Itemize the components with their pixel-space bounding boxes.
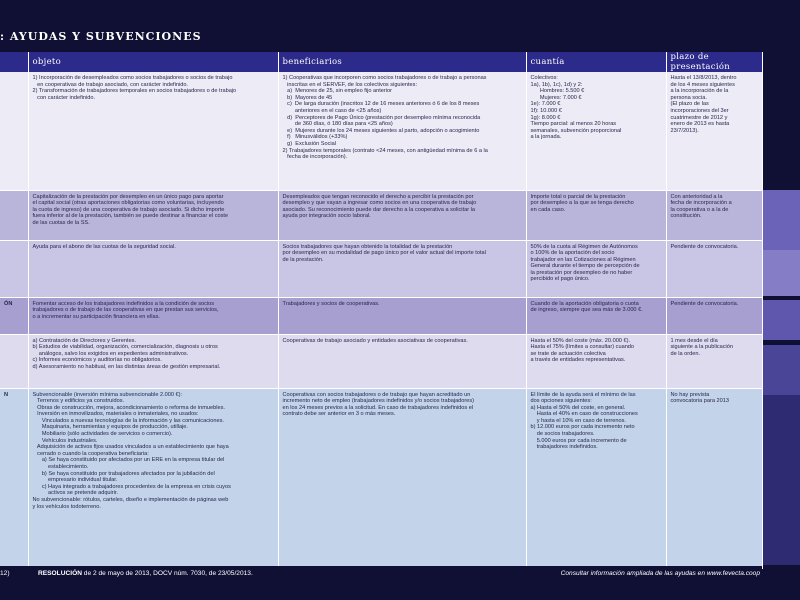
cell-line: cuatrimestre de 2012 y: [670, 114, 728, 121]
cell-line: Hasta el 75% (límites a consultar) cuando: [530, 344, 635, 351]
cell-line: Cuando de la aportación obligatoria o cuota: [530, 300, 639, 307]
cell-line: Colectivos:: [530, 75, 558, 81]
cell-line: Importe total o parcial de la prestación: [530, 193, 626, 200]
cell-plazo: [666, 297, 762, 334]
cell-line: se trate de actuación colectiva: [530, 350, 606, 357]
cell-cuantia: [526, 334, 666, 388]
resolution-reference: [38, 570, 253, 577]
cell-line: establecimiento.: [32, 464, 89, 471]
cell-cuantia: [526, 297, 666, 334]
cell-line: convocatoria para 2013: [670, 398, 729, 405]
cell-line: fecha de incorporación).: [282, 154, 348, 161]
cell-line: b) 12.000 euros por cada incremento neto: [530, 424, 635, 431]
page-number: 12): [0, 570, 10, 577]
cell-line: c) Informes económicos y auditorías no obligatorios.: [32, 357, 162, 364]
cell-plazo: [666, 334, 762, 388]
cell-beneficiarios: [278, 240, 526, 297]
cell-line: Vinculados a nuevas tecnologías de la información y las comunicaciones.: [32, 417, 224, 424]
cell-line: 1) Cooperativas que incorporen como socios trabajadores o de trabajo a personas: [282, 75, 487, 81]
cell-line: No subvencionable: rótulos, carteles, diseño e implementación de páginas web: [32, 497, 229, 503]
cell-line: y hasta el 10% en caso de terrenos.: [530, 417, 626, 424]
cell-line: b) Se haya constituido por trabajadores afectados por la jubilación del: [32, 470, 215, 477]
cell-objeto: [28, 334, 278, 388]
cell-line: a la jornada.: [530, 134, 562, 141]
cell-line: a) Contratación de Directores y Gerentes.: [32, 337, 137, 344]
subsidies-table: [0, 52, 763, 569]
strip-block: [762, 190, 800, 250]
row-label: [0, 240, 28, 297]
cell-line: 1a), 1b), 1c), 1d) y 2:: [530, 81, 583, 88]
strip-block: [762, 345, 800, 395]
more-info-link[interactable]: Consultar información ampliada de las ayudas en www.fevecta.coop: [560, 570, 760, 577]
cell-line: de 360 días, ó 180 días para <25 años): [282, 121, 393, 128]
cell-line: dos opciones siguientes:: [530, 398, 592, 405]
cell-line: la prestación por desempleo de no haber: [530, 269, 633, 276]
cell-line: Capitalización de la prestación por desempleo en un único pago para aportar: [32, 193, 224, 200]
cell-line: el capital social (otras aportaciones obligatorias como voluntarias, incluyendo: [32, 200, 224, 207]
cell-line: desempleo y que vayan a ingresar como socios en una cooperativa de trabajo: [282, 200, 477, 207]
cell-line: Hasta el 13/8/2013, dentro: [670, 75, 737, 81]
cell-cuantia: [526, 190, 666, 240]
cell-line: y los vehículos todoterreno.: [32, 503, 101, 510]
cell-line: fuera inferior al de la prestación, también se puede destinar a financiar el coste: [32, 213, 229, 220]
cell-line: de ingreso, siempre que sea más de 3.000 €.: [530, 307, 643, 314]
cell-line: de los 4 meses siguientes: [670, 81, 735, 88]
cell-plazo: [666, 190, 762, 240]
cell-line: 1) Incorporación de desempleados como socios trabajadores o socios de trabajo: [32, 75, 233, 81]
header-objeto: objeto: [28, 52, 278, 72]
cell-line: asociado. Su reconocimiento puede dar derecho a la cooperativa a solicitar la: [282, 206, 475, 213]
cell-line: Cooperativas con socios trabajadores o de trabajo que hayan acreditado un: [282, 391, 471, 398]
page-footer: [0, 566, 762, 600]
table-row: [0, 334, 762, 388]
cell-line: en cooperativas de trabajo asociado, con carácter indefinido.: [32, 81, 188, 88]
header-plazo: plazo de presentación: [666, 52, 762, 72]
cell-line: de la prestación.: [282, 256, 324, 263]
cell-line: a) Se haya constituido por afectados por un ERE en la empresa titular del: [32, 457, 225, 464]
cell-line: 5.000 euros por cada incremento de: [530, 437, 627, 444]
row-label: [0, 334, 28, 388]
cell-objeto: [28, 297, 278, 334]
cell-line: g) Exclusión Social: [282, 140, 336, 147]
cell-line: Hasta el 40% en caso de construcciones: [530, 411, 638, 418]
strip-block: [762, 395, 800, 565]
cell-line: contrato debe ser anterior en 3 o más meses.: [282, 411, 396, 418]
cell-line: empresario individual titular.: [32, 477, 118, 484]
cell-line: cerrado o cuando la cooperativa beneficiaria:: [32, 450, 149, 457]
cell-line: constitución.: [670, 213, 702, 220]
table-row: [0, 190, 762, 240]
cell-line: Mujeres: 7.000 €: [530, 94, 582, 101]
cell-line: inscritas en el SERVEF, de los colectivos siguientes:: [282, 81, 418, 88]
row-label: N: [0, 388, 28, 568]
cell-line: Socios trabajadores que hayan obtenido la totalidad de la prestación: [282, 243, 453, 250]
cell-line: la cooperativa o a la de: [670, 206, 729, 213]
cell-line: c) Haya integrado a trabajadores procedentes de la empresa en crisis cuyos: [32, 483, 231, 490]
cell-line: 23/7/2013).: [670, 127, 699, 134]
cell-line: Mobiliario (sólo actividades de servicios o comercio).: [32, 431, 173, 438]
cell-line: incremento neto de empleo (trabajadores indefinidos y/o socios trabajadores): [282, 398, 475, 405]
strip-block: [762, 300, 800, 340]
cell-line: Con anterioridad a la: [670, 193, 723, 200]
row-label: [0, 72, 28, 190]
cell-line: Adquisición de activos fijos usados vinculados a un establecimiento que haya: [32, 444, 229, 451]
cell-line: Terrenos y edificios ya construidos.: [32, 398, 125, 405]
cell-line: Hombres: 5.500 €: [530, 88, 585, 95]
cell-line: 1g): 8.000 €: [530, 114, 561, 121]
cell-line: enero de 2013 es hasta: [670, 121, 730, 128]
cell-line: c) De larga duración (inscritos 12 de 16 meses anteriores ó 6 de los 8 meses: [282, 101, 480, 108]
cell-line: d) Perceptores de Pago Único (prestación por desempleo mínima reconocida: [282, 114, 481, 121]
cell-line: semanales, subvención proporcional: [530, 127, 622, 134]
cell-line: Desempleados que tengan reconocido el derecho a percibir la prestación por: [282, 193, 474, 200]
cell-plazo: [666, 388, 762, 568]
cell-line: 2) Transformación de trabajadores temporales en socios trabajadores o de trabajo: [32, 88, 237, 95]
cell-line: Subvencionable (inversión mínima subvencionable 2.000 €):: [32, 391, 183, 398]
table-row: [0, 388, 762, 568]
cell-line: a la incorporación de la: [670, 88, 729, 95]
cell-line: (El plazo de las: [670, 101, 709, 108]
table-row: [0, 72, 762, 190]
cell-line: a) Menores de 25, sin empleo fijo anterior: [282, 88, 392, 95]
cell-line: incorporaciones del 3er: [670, 107, 729, 114]
cell-line: El límite de la ayuda será el mínimo de las: [530, 391, 636, 398]
cell-line: a) Hasta el 50% del coste, en general.: [530, 404, 626, 411]
cell-line: 1 mes desde el día: [670, 337, 718, 344]
cell-line: b) Mayores de 45: [282, 94, 333, 101]
cell-line: en los 24 meses previos a la solicitud. En caso de trabajadores indefinidos el: [282, 404, 474, 411]
cell-line: Trabajadores y socios de cooperativas.: [282, 300, 380, 307]
cell-cuantia: [526, 72, 666, 190]
cell-line: persona socia.: [670, 94, 707, 101]
cell-line: o a incrementar su participación financiera en ellas.: [32, 313, 160, 320]
cell-line: la cuota de ingreso) de una cooperativa de trabajo asociado. Si dicho importe: [32, 206, 225, 213]
header-blank: [0, 52, 28, 72]
cell-line: de socios trabajadores.: [530, 431, 595, 438]
cell-line: por desempleo a la que se tenga derecho: [530, 200, 634, 207]
cell-line: de la orden.: [670, 350, 701, 357]
cell-line: b) Estudios de viabilidad, organización, comercialización, diagnosis u otros: [32, 344, 218, 351]
cell-line: 2) Trabajadores temporales (contrato <24 meses, con antigüedad mínima de 6 a la: [282, 147, 488, 154]
cell-beneficiarios: [278, 190, 526, 240]
cell-line: Fomentar acceso de los trabajadores indefinidos a la condición de socios: [32, 300, 215, 307]
strip-block: [762, 250, 800, 296]
cell-line: activos se pretende adquirir.: [32, 490, 119, 497]
cell-line: Tiempo parcial: al menos 20 horas: [530, 121, 617, 128]
resolution-text: de 2 de mayo de 2013, DOCV núm. 7030, de 23/05/2013.: [81, 570, 253, 577]
cell-line: de las cuotas de la SS.: [32, 219, 90, 226]
cell-line: Obras de construcción, mejora, acondicionamiento o reforma de inmuebles.: [32, 404, 225, 411]
cell-line: a través de entidades representativas.: [530, 357, 626, 364]
cell-line: General durante el tiempo de percepción de: [530, 263, 640, 270]
cell-line: trabajador en las Cotizaciones al Régimen: [530, 256, 636, 263]
cell-line: análogos, salvo los exigidos en expedientes administrativos.: [32, 350, 189, 357]
cell-line: ayuda por integración socio laboral.: [282, 213, 371, 220]
resolution-bold: RESOLUCIÓN: [38, 570, 82, 577]
cell-line: Pendiente de convocatoria.: [670, 243, 739, 250]
cell-beneficiarios: [278, 334, 526, 388]
cell-beneficiarios: [278, 297, 526, 334]
row-label: ÓN: [0, 297, 28, 334]
cell-line: en cada caso.: [530, 206, 566, 213]
cell-objeto: [28, 240, 278, 297]
cell-line: trabajadores indefinidos.: [530, 444, 598, 451]
cell-line: por desempleo en su modalidad de pago único por el valor actual del importe total: [282, 250, 486, 257]
header-beneficiarios: beneficiarios: [278, 52, 526, 72]
cell-line: 1f): 10.000 €: [530, 107, 562, 114]
cell-line: Maquinaria, herramientas y equipos de producción, utillaje.: [32, 424, 188, 431]
cell-cuantia: [526, 240, 666, 297]
cell-line: anteriores en el caso de <25 años): [282, 107, 382, 114]
table-row: [0, 240, 762, 297]
page-title: : AYUDAS Y SUBVENCIONES: [0, 30, 202, 43]
cell-line: e) Mujeres durante los 24 meses siguientes al parto, adopción o acogimiento: [282, 127, 480, 134]
cell-line: 50% de la cuota al Régimen de Autónomos: [530, 243, 638, 250]
cell-objeto: [28, 72, 278, 190]
header-cuantia: cuantía: [526, 52, 666, 72]
cell-line: 1e): 7.000 €: [530, 101, 561, 108]
table-header-row: [0, 52, 762, 72]
cell-plazo: [666, 72, 762, 190]
cell-line: No hay prevista: [670, 391, 710, 398]
cell-line: d) Asesoramiento no habitual, en las distintas áreas de gestión empresarial.: [32, 363, 221, 370]
cell-objeto: [28, 190, 278, 240]
cell-line: Cooperativas de trabajo asociado y entidades asociativas de cooperativas.: [282, 337, 468, 344]
row-label: [0, 190, 28, 240]
cell-line: percibido el pago único.: [530, 276, 590, 283]
cell-line: Ayuda para el abono de las cuotas de la seguridad social.: [32, 243, 176, 250]
cell-line: Hasta el 50% del coste (máx. 20.000 €).: [530, 337, 630, 344]
right-edge-strip: [762, 0, 800, 600]
cell-line: o 100% de la aportación del socio: [530, 250, 615, 257]
cell-line: f) Minusválidos (+33%): [282, 134, 348, 141]
cell-beneficiarios: [278, 388, 526, 568]
cell-beneficiarios: [278, 72, 526, 190]
cell-line: Pendiente de convocatoria.: [670, 300, 739, 307]
cell-line: fecha de incorporación a: [670, 200, 732, 207]
table-row: [0, 297, 762, 334]
cell-line: trabajadores o de trabajo de las cooperativas en que prestan sus servicios,: [32, 307, 219, 314]
cell-plazo: [666, 240, 762, 297]
cell-objeto: [28, 388, 278, 568]
cell-line: Inversión en inmovilizados, materiales o inmateriales, no usados:: [32, 411, 199, 418]
cell-cuantia: [526, 388, 666, 568]
cell-line: Vehículos industriales.: [32, 437, 98, 444]
cell-line: siguiente a la publicación: [670, 344, 734, 351]
cell-line: con carácter indefinido.: [32, 94, 95, 101]
